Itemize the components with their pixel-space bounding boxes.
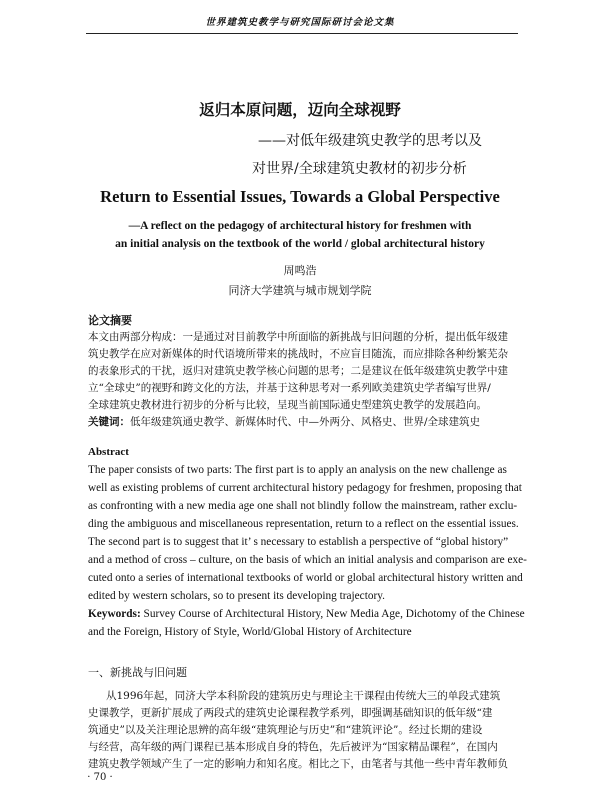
abstract-en-line: ding the ambiguous and miscellaneous representation, return to a reflect on the essential issues. — [88, 518, 519, 530]
abstract-en-line: cuted onto a series of international textbooks of world or global architectural history written and — [88, 572, 523, 584]
keywords-en-label: Keywords: — [88, 608, 141, 620]
english-subtitle-line2: an initial analysis on the textbook of the world / global architectural history — [115, 238, 485, 250]
keywords-en-text: Survey Course of Architectural History, New Media Age, Dichotomy of the Chinese — [140, 608, 525, 620]
section1-heading: 一、新挑战与旧问题 — [88, 666, 187, 679]
abstract-cn-line: 的表象形式的干扰，返归对建筑史教学核心问题的思考；二是建议在低年级建筑史教学中建 — [88, 365, 508, 377]
running-title: 世界建筑史教学与研究国际研讨会论文集 — [205, 17, 395, 28]
abstract-cn-line: 全球建筑史教材进行初步的分析与比较，呈现当前国际通史型建筑史教学的发展趋向。 — [88, 399, 487, 411]
section1-line: 史课教学，更新扩展成了两段式的建筑史论课程教学系列，即强调基础知识的低年级“建 — [88, 707, 493, 719]
abstract-en-line: well as existing problems of current architectural history pedagogy for freshmen, proposing that — [88, 482, 522, 494]
english-title: Return to Essential Issues, Towards a Global Perspective — [100, 187, 500, 206]
header-rule — [86, 33, 518, 34]
abstract-cn-line: 本文由两部分构成：一是通过对目前教学中所面临的新挑战与旧问题的分析，提出低年级建 — [88, 331, 508, 343]
page-number: · 70 · — [87, 772, 113, 783]
abstract-en-heading: Abstract — [88, 446, 129, 458]
keywords-en-line1 — [88, 608, 528, 620]
section1-line: 筑通史”以及关注理论思辨的高年级“建筑理论与历史”和“建筑评论”。经过长期的建设 — [88, 724, 483, 736]
keywords-en-line2: and the Foreign, History of Style, World/Global History of Architecture — [88, 626, 412, 638]
abstract-cn-line: 筑史教学在应对新媒体的时代语境所带来的挑战时，不应盲目随流，而应排除各种纷繁芜杂 — [88, 348, 508, 360]
section1-line: 建筑史教学领域产生了一定的影响力和知名度。相比之下，由笔者与其他一些中青年教师负 — [88, 758, 508, 770]
keywords-cn-text: 低年级建筑通史教学、新媒体时代、中—外两分、风格史、世界/全球建筑史 — [130, 416, 481, 428]
section1-line: 从1996年起，同济大学本科阶段的建筑历史与理论主干课程由传统大三的单段式建筑 — [106, 690, 501, 702]
author-affiliation: 同济大学建筑与城市规划学院 — [228, 284, 372, 297]
abstract-en-line: The second part is to suggest that it’ s necessary to establish a perspective of “global history” — [88, 536, 509, 548]
chinese-subtitle-line1: ——对低年级建筑史教学的思考以及 — [258, 133, 482, 149]
abstract-en-line: The paper consists of two parts: The first part is to apply an analysis on the new challenge as — [88, 464, 507, 476]
keywords-cn — [88, 414, 528, 431]
abstract-cn-line: 立“全球史”的视野和跨文化的方法，并基于这种思考对一系列欧美建筑史学者编写世界/ — [88, 382, 491, 394]
english-subtitle-line1: —A reflect on the pedagogy of architectural history for freshmen with — [128, 220, 472, 232]
author-name: 周鸣浩 — [283, 264, 317, 277]
chinese-subtitle-line2: 对世界/全球建筑史教材的初步分析 — [252, 161, 467, 177]
section1-line: 与经营，高年级的两门课程已基本形成自身的特色，先后被评为“国家精品课程”，在国内 — [88, 741, 498, 753]
abstract-cn-heading: 论文摘要 — [88, 314, 132, 327]
chinese-title: 返归本原问题，迈向全球视野 — [199, 101, 401, 119]
abstract-en-line: as confronting with a new media age one shall not blindly follow the mainstream, rather exclu- — [88, 500, 518, 512]
abstract-en-line: and a method of cross – culture, on the basis of which an initial analysis and comparison are exe- — [88, 554, 527, 566]
abstract-en-line: edited by western scholars, so to present its developing trajectory. — [88, 590, 385, 602]
keywords-cn-label: 关键词： — [88, 416, 130, 428]
